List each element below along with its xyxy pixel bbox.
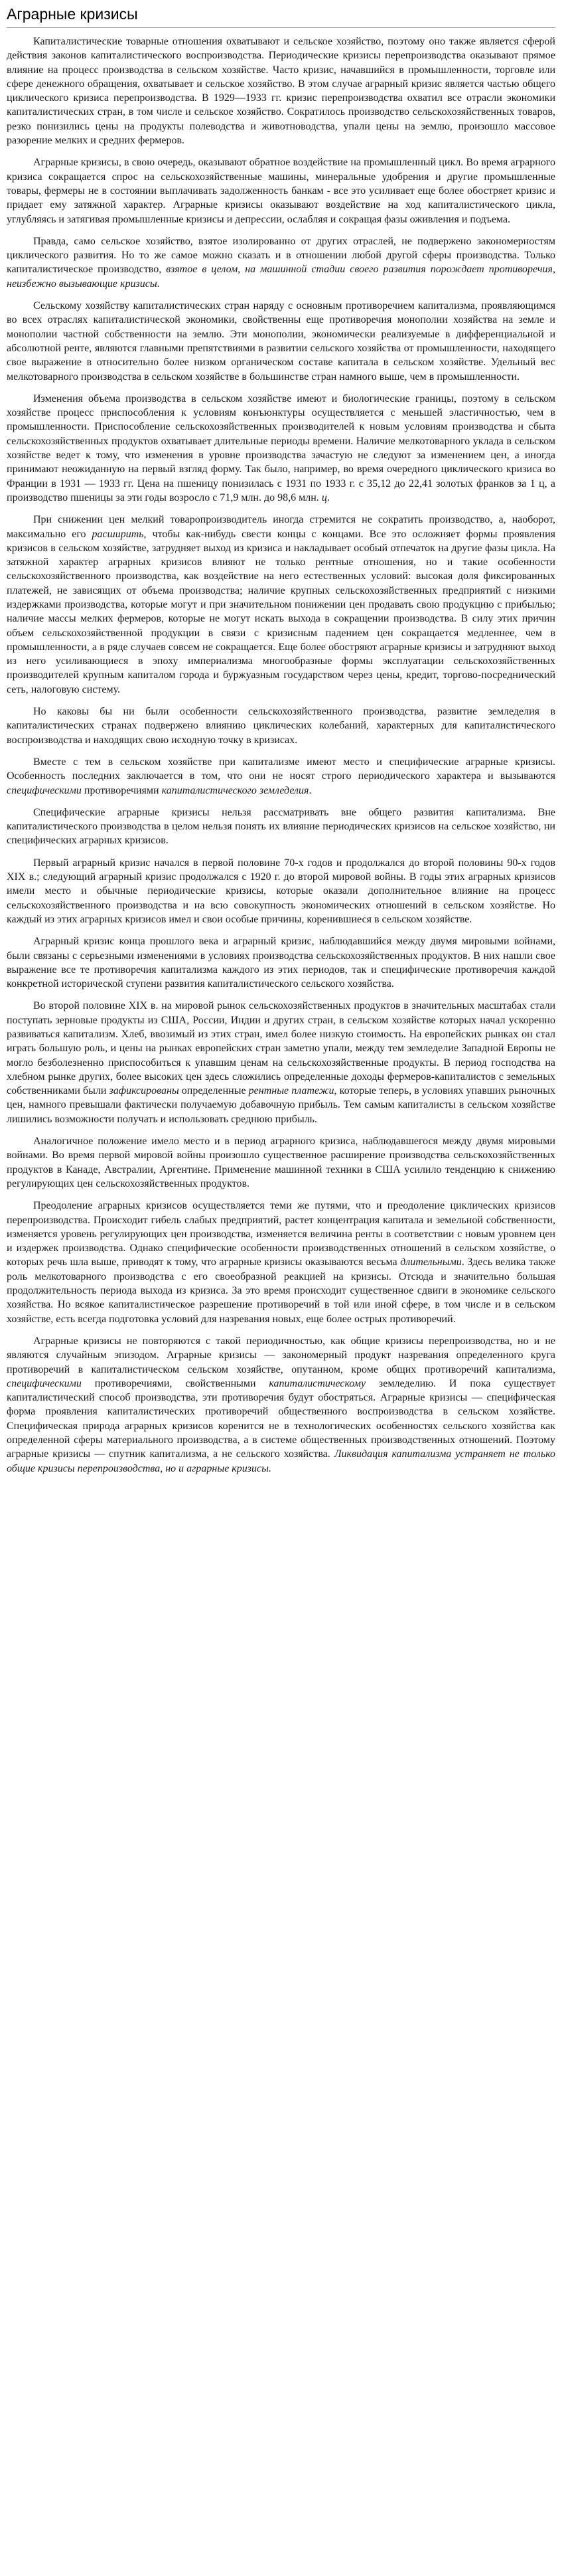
paragraph-text: Изменения объема производства в сельском хозяйстве имеют и биологические границы, поэтому в сельском хозяйстве процесс приспособления к условиям конъюнктуры осуществляется с меньшей эластичностью, чем в промышленности. Приспособление сельскохозяйственных производителей к новым условиям производства и сбыта сельскохозяйственных продуктов охватывает длительные периоды времени. Наличие мелкотоварного уклада в сельском хозяйстве ведет к тому, что изменения в уровне производства зачастую не следуют за изменением цен, а иногда принимают неожиданную на первый взгляд форму. Так было, например, во время очередного циклического кризиса во Франции в 1931 — 1933 гг. Цена на пшеницу понизилась с 1931 по 1933 г. с 35,12 до 22,41 золотых франков за 1 ц, а производство пшеницы за эти годы возросло с 71,9 млн. до 98,6 млн. [7, 392, 555, 503]
article-paragraph [7, 234, 555, 291]
paragraph-text: , которые теперь, в условиях упавших рыночных цен, намного превышали фактически получаемую добавочную прибыль. Тем самым капиталисты в сельском хозяйстве лишились возможности получать и использовать среднюю прибыль. [7, 1085, 556, 1125]
paragraph-text: земледелию. И пока существует капиталистический способ производства, эти противоречия будут обостряться. Аграрные кризисы — специфическая форма проявления капиталистических противоречий общественного воспроизводства в сельском хозяйстве. Специфическая природа аграрных кризисов коренится не в технологических особенностях сельского хозяйства как определенной сферы материального производства, а в системе общественных производственных отношений. Поэтому аграрные кризисы — спутник капитализма, а не сельского хозяйства. [7, 1377, 556, 1460]
emphasis-text: взятое в целом, на машинной стадии своего развития порождает противоречия, неизбежно вызывающие кризисы [7, 264, 555, 290]
emphasis-text: расширить [92, 528, 144, 540]
emphasis-text: Ликвидация капитализма устраняет не только общие кризисы перепроизводства, но и аграрные кризисы. [7, 1448, 555, 1474]
paragraph-text: Преодоление аграрных кризисов осуществляется теми же путями, что и преодоление циклических кризисов перепроизводства. Происходит гибель слабых предприятий, растет концентрация капитала и земельной собственности, изменяется уровень регулирующих цен производства, изменяется величина ренты в соответствии с новым уровнем цен и издержек производства. Однако специфические особенности производственных отношений в сельском хозяйстве, о которых речь шла выше, приводят к тому, что аграрные кризисы оказываются весьма [7, 1200, 555, 1268]
article-paragraph [7, 705, 555, 747]
article-paragraph [7, 1334, 555, 1476]
article-paragraph [7, 999, 555, 1126]
paragraph-text: При снижении цен мелкий товаропроизводитель иногда стремится не сократить производство, а, наоборот, максимально его [7, 514, 555, 540]
paragraph-text: Первый аграрный кризис начался в первой половине 70-х годов и продолжался до второй половины 90-х годов XIX в.; следующий аграрный кризис продолжался с 1920 г. до второй мировой войны. В годы этих аграрных кризисов имели место и обычные периодические кризисы, которые оказали дополнительное влияние на процесс сельскохозяйственного производства и на всю совокупность экономических отношений в сельском хозяйстве. Но каждый из этих аграрных кризисов имел и свои особые причины, коренившиеся в сельском хозяйстве. [7, 857, 555, 925]
article-paragraph [7, 392, 555, 505]
emphasis-text: специфическими [7, 1377, 82, 1389]
paragraph-text: Аграрные кризисы, в свою очередь, оказывают обратное воздействие на промышленный цикл. Во время аграрного кризиса сокращается спрос на сельскохозяйственные машины, минеральные удобрения и другие промышленные товары, фермеры не в состоянии выплачивать задолженность банкам - все это усиливает еще более обостряет кризис и придает ему затяжной характер. Аграрные кризисы оказывают воздействие на ход капиталистического цикла, углубляясь и затягивая промышленные кризисы и депрессии, ослабляя и сокращая фазы оживления и подъема. [7, 157, 555, 225]
paragraph-text: Но каковы бы ни были особенности сельскохозяйственного производства, развитие земледелия в капиталистических странах подвержено влиянию циклических колебаний, характерных для капиталистического воспроизводства и находящих свою исходную точку в кризисах. [7, 706, 555, 746]
paragraph-text: Капиталистические товарные отношения охватывают и сельское хозяйство, поэтому оно также является сферой действия законов капиталистического воспроизводства. Периодические кризисы перепроизводства оказывают прямое влияние на процесс производства в сельском хозяйстве. Часто кризис, начавшийся в промышленности, торговле или сфере денежного обращения, охватывает и сельское хозяйство. В этом случае аграрный кризис является частью общего циклического кризиса перепроизводства. В 1929—1933 гг. кризис перепроизводства охватил все отрасли экономики капиталистических стран, в том числе и сельское хозяйство. Сократилось производство сельскохозяйственных товаров, резко понизились цены на продукты полеводства и животноводства, упали цены на землю, произошло массовое разорение мелких и средних фермеров. [7, 36, 555, 147]
paragraph-text: Правда, само сельское хозяйство, взятое изолированно от других отраслей, не подвержено закономерностям циклического развития. Но то же самое можно сказать и в отношении любой другой сферы производства. Только капиталистическое производство, [7, 235, 555, 276]
page-title: Аграрные кризисы [7, 5, 555, 28]
emphasis-text: длительными [400, 1256, 462, 1268]
article-paragraph [7, 856, 555, 926]
paragraph-text: . [309, 784, 312, 796]
paragraph-text: определенные [178, 1085, 249, 1097]
paragraph-text: Аграрный кризис конца прошлого века и аграрный кризис, наблюдавшийся между двумя мировыми войнами, были связаны с серьезными изменениями в условиях производства сельскохозяйственных продуктов. В них нашли свое выражение все те противоречия капитализма каждого из этих периодов, так и специфические противоречия каждой конкретной исторической ступени развития капиталистического сельского хозяйства. [7, 936, 555, 990]
article-paragraph [7, 1134, 555, 1191]
paragraph-text: Специфические аграрные кризисы нельзя рассматривать вне общего развития капитализма. Вне капиталистического производства в целом нельзя понять их влияние периодических кризисов на сельское хозяйство, ни специфических аграрных кризисов. [7, 806, 555, 847]
paragraph-text: Сельскому хозяйству капиталистических стран наряду с основным противоречием капитализма, проявляющимся во всех отраслях капиталистической экономики, свойственны еще противоречия монополии хозяйства на земле и монополии частной собственности на землю. Эти монополии, экономически реализуемые в дифференциальной и абсолютной ренте, являются главными препятствиями в развитии сельского хозяйства от промышленности, находящего свое выражение в относительно более низком органическом составе капитала в сельском хозяйстве. Удельный вес мелкотоварного производства в сельском хозяйстве в большинстве стран намного выше, чем в промышленности. [7, 300, 555, 383]
paragraph-text: Во второй половине XIX в. на мировой рынок сельскохозяйственных продуктов в значительных масштабах стали поступать зерновые продукты из США, России, Индии и других стран, в сельском хозяйстве которых начал ускоренно развиваться капитализм. Хлеб, ввозимый из этих стран, имел более низкую стоимость. На европейских рынках он стал играть большую роль, и цены на рынках европейских стран заметно упали, между тем земледелие Западной Европы не могло безболезненно приспособиться к упавшим ценам на сельскохозяйственные продукты. В период господства на хлебном рынке других, более высоких цен здесь сложились определенные доходы фермеров-капиталистов с земельных собственниками были [7, 1000, 555, 1097]
emphasis-text: рентные платежи [248, 1085, 334, 1097]
article-paragraph [7, 806, 555, 848]
article-paragraph [7, 934, 555, 991]
article-paragraph [7, 513, 555, 697]
emphasis-text: капиталистическому [269, 1377, 366, 1389]
paragraph-text: , чтобы как-нибудь свести концы с концами. Все это осложняет формы проявления кризисов в сельском хозяйстве, затрудняет выход из кризиса и накладывает особый отпечаток на другие фазы цикла. На затяжной характер аграрных кризисов влияют не только рентные отношения, но и такие особенности сельскохозяйственного производства, как воздействие на него естественных условий: высокая доля фиксированных платежей, не зависящих от объема производства; наличие крупных сельскохозяйственных предприятий с низкими издержками производства, которые могут и при значительном понижении цен продавать свою продукцию с прибылью; наличие массы мелких фермеров, которые не могут искать выхода в сокращении производства. В силу этих причин объем сельскохозяйственной продукции в связи с кризисным падением цен сокращается медленнее, чем в промышленности, а в ряде случаев совсем не сокращается. Еще более обостряют аграрные кризисы и затрудняют выход из него усиливающиеся в эпоху империализма многообразные формы эксплуатации сельскохозяйственных производителей крупным капиталом города и буржуазным государством через цены, кредит, торгово-посреднический сеть, налоговую систему. [7, 528, 555, 695]
paragraph-text: . [157, 278, 160, 290]
paragraph-text: . [326, 491, 330, 503]
paragraph-text: Аграрные кризисы не повторяются с такой периодичностью, как общие кризисы перепроизводства, но и не являются случайным эпизодом. Аграрные кризисы — закономерный продукт назревания определенного круга противоречий в капиталистическом сельском хозяйстве, опутанном, кроме общих противоречий капитализма, [7, 1335, 555, 1375]
emphasis-text: ц [321, 491, 327, 503]
article-paragraph [7, 35, 555, 147]
paragraph-text: противоречиями [81, 784, 162, 796]
article-paragraph [7, 155, 555, 226]
paragraph-text: . Здесь велика также роль мелкотоварного производства с его своеобразной реакцией на кризисы. Отсюда и значительно большая продолжительность периода выхода из кризиса. За это время происходит существенное сдвиги в экономике сельского хозяйства. Но всякое капиталистическое разрешение противоречий в той или иной сфере, в том числе и в сельском хозяйстве, есть всегда подготовка условий для назревания новых, еще более острых противоречий. [7, 1256, 556, 1325]
emphasis-text: капиталистического земледелия [161, 784, 309, 796]
emphasis-text: специфическими [7, 784, 82, 796]
article-paragraph [7, 1199, 555, 1326]
article-paragraph [7, 299, 555, 384]
article-paragraph [7, 755, 555, 798]
article-body [7, 35, 555, 1476]
emphasis-text: зафиксированы [109, 1085, 179, 1097]
paragraph-text: противоречиями, свойственными [81, 1377, 269, 1389]
paragraph-text: Вместе с тем в сельском хозяйстве при капитализме имеют место и специфические аграрные кризисы. Особенность последних заключается в том, что они не носят строго периодического характера и вызываются [7, 756, 555, 782]
paragraph-text: Аналогичное положение имело место и в период аграрного кризиса, наблюдавшегося между двумя мировыми войнами. Во время первой мировой войны произошло существенное расширение производства сельскохозяйственных продуктов в Канаде, Австралии, Аргентине. Применение машинной техники в США усилило тенденцию к снижению регулирующих цен сельскохозяйственных продуктов. [7, 1136, 555, 1189]
